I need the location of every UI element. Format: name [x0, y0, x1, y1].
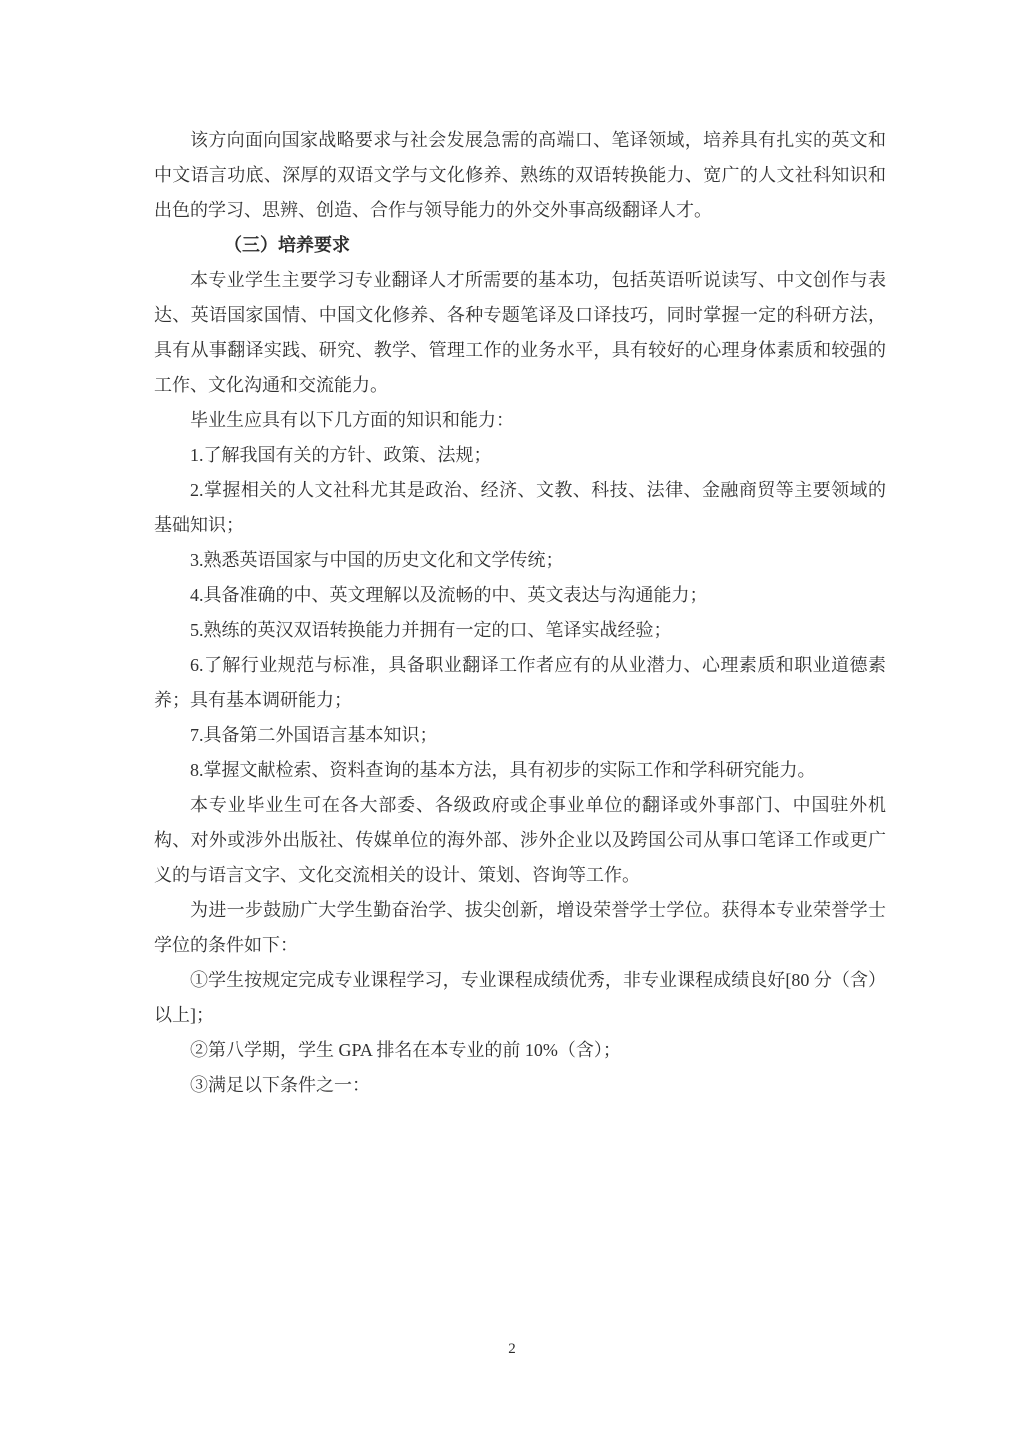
- ability-item-7: 7.具备第二外国语言基本知识；: [190, 725, 438, 745]
- honors-condition-1: ①学生按规定完成专业课程学习，专业课程成绩优秀，非专业课程成绩良好[80 分（含）以上]；: [154, 970, 886, 1025]
- page-number: 2: [508, 1341, 516, 1357]
- honors-lead-paragraph: 为进一步鼓励广大学生勤奋治学、拔尖创新，增设荣誉学士学位。获得本专业荣誉学士学位的条件如下：: [154, 900, 886, 955]
- abilities-lead-paragraph: 毕业生应具有以下几方面的知识和能力：: [190, 410, 514, 430]
- ability-item-4: 4.具备准确的中、英文理解以及流畅的中、英文表达与沟通能力；: [190, 585, 708, 605]
- intro-paragraph: 该方向面向国家战略要求与社会发展急需的高端口、笔译领域，培养具有扎实的英文和中文语言功底、深厚的双语文学与文化修养、熟练的双语转换能力、宽广的人文社科知识和出色的学习、思辨、创造、合作与领导能力的外交外事高级翻译人才。: [154, 130, 886, 220]
- ability-item-1: 1.了解我国有关的方针、政策、法规；: [190, 445, 492, 465]
- ability-item-2: 2.掌握相关的人文社科尤其是政治、经济、文教、科技、法律、金融商贸等主要领域的基础知识；: [154, 480, 886, 535]
- ability-item-6: 6.了解行业规范与标准，具备职业翻译工作者应有的从业潜力、心理素质和职业道德素养；具有基本调研能力；: [154, 655, 886, 710]
- ability-item-5: 5.熟练的英汉双语转换能力并拥有一定的口、笔译实战经验；: [190, 620, 672, 640]
- ability-item-8: 8.掌握文献检索、资料查询的基本方法，具有初步的实际工作和学科研究能力。: [190, 760, 816, 780]
- honors-condition-2: ②第八学期，学生 GPA 排名在本专业的前 10%（含）；: [190, 1040, 621, 1060]
- careers-paragraph: 本专业毕业生可在各大部委、各级政府或企事业单位的翻译或外事部门、中国驻外机构、对外或涉外出版社、传媒单位的海外部、涉外企业以及跨国公司从事口笔译工作或更广义的与语言文字、文化交流相关的设计、策划、咨询等工作。: [154, 795, 886, 885]
- ability-item-3: 3.熟悉英语国家与中国的历史文化和文学传统；: [190, 550, 564, 570]
- overview-paragraph: 本专业学生主要学习专业翻译人才所需要的基本功，包括英语听说读写、中文创作与表达、英语国家国情、中国文化修养、各种专题笔译及口译技巧，同时掌握一定的科研方法，具有从事翻译实践、研究、教学、管理工作的业务水平，具有较好的心理身体素质和较强的工作、文化沟通和交流能力。: [154, 270, 886, 395]
- honors-condition-3: ③满足以下条件之一：: [190, 1075, 370, 1095]
- section-heading: （三）培养要求: [224, 235, 350, 255]
